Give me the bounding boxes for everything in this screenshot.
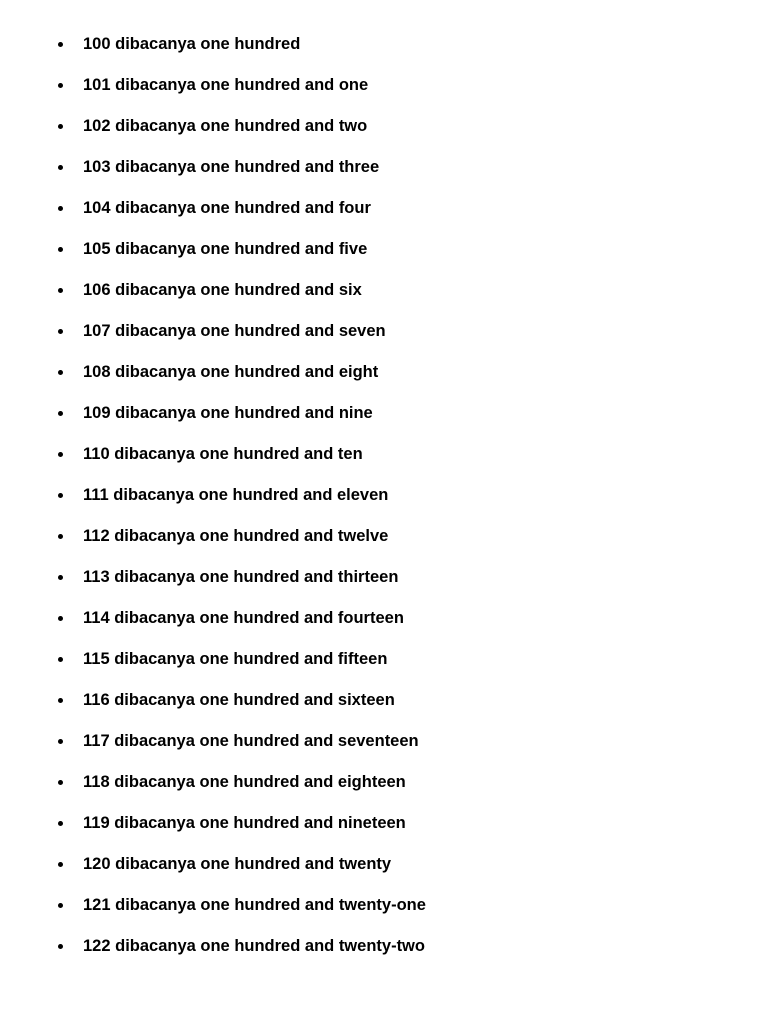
list-item	[0, 894, 768, 935]
bullet-icon	[58, 821, 63, 826]
bullet-icon	[58, 452, 63, 457]
bullet-icon	[58, 329, 63, 334]
bullet-icon	[58, 124, 63, 129]
list-item-text: 107 dibacanya one hundred and seven	[83, 322, 386, 340]
list-item	[0, 771, 768, 812]
list-item-text: 106 dibacanya one hundred and six	[83, 281, 362, 299]
list-item-text: 112 dibacanya one hundred and twelve	[83, 527, 389, 545]
bullet-icon	[58, 862, 63, 867]
list-item	[0, 279, 768, 320]
list-item	[0, 443, 768, 484]
bullet-icon	[58, 288, 63, 293]
list-item	[0, 484, 768, 525]
bullet-icon	[58, 780, 63, 785]
list-item-text: 108 dibacanya one hundred and eight	[83, 363, 379, 381]
list-item-text: 102 dibacanya one hundred and two	[83, 117, 368, 135]
list-item	[0, 320, 768, 361]
bullet-icon	[58, 370, 63, 375]
list-item-text: 104 dibacanya one hundred and four	[83, 199, 371, 217]
list-item-text: 118 dibacanya one hundred and eighteen	[83, 773, 406, 791]
list-item	[0, 156, 768, 197]
bullet-icon	[58, 534, 63, 539]
list-item	[0, 648, 768, 689]
list-item-text: 111 dibacanya one hundred and eleven	[83, 486, 389, 504]
list-item	[0, 566, 768, 607]
list-item	[0, 730, 768, 771]
list-item	[0, 525, 768, 566]
list-item	[0, 115, 768, 156]
list-item-text: 122 dibacanya one hundred and twenty-two	[83, 937, 425, 955]
bullet-icon	[58, 903, 63, 908]
list-item-text: 115 dibacanya one hundred and fifteen	[83, 650, 388, 668]
list-item-text: 114 dibacanya one hundred and fourteen	[83, 609, 404, 627]
list-item	[0, 238, 768, 279]
bullet-icon	[58, 575, 63, 580]
list-item	[0, 853, 768, 894]
bullet-icon	[58, 616, 63, 621]
bullet-icon	[58, 42, 63, 47]
list-item-text: 110 dibacanya one hundred and ten	[83, 445, 363, 463]
bullet-icon	[58, 206, 63, 211]
list-item-text: 109 dibacanya one hundred and nine	[83, 404, 373, 422]
list-item-text: 117 dibacanya one hundred and seventeen	[83, 732, 419, 750]
list-item-text: 120 dibacanya one hundred and twenty	[83, 855, 392, 873]
list-item	[0, 402, 768, 443]
bullet-icon	[58, 165, 63, 170]
bullet-icon	[58, 411, 63, 416]
list-item	[0, 197, 768, 238]
list-item	[0, 812, 768, 853]
list-item	[0, 33, 768, 74]
list-item	[0, 935, 768, 976]
bulleted-list	[0, 33, 768, 976]
list-item	[0, 689, 768, 730]
bullet-icon	[58, 698, 63, 703]
list-item	[0, 361, 768, 402]
list-item-text: 113 dibacanya one hundred and thirteen	[83, 568, 399, 586]
list-item-text: 119 dibacanya one hundred and nineteen	[83, 814, 406, 832]
bullet-icon	[58, 657, 63, 662]
list-item-text: 100 dibacanya one hundred	[83, 35, 301, 53]
list-item-text: 103 dibacanya one hundred and three	[83, 158, 380, 176]
bullet-icon	[58, 83, 63, 88]
list-item-text: 121 dibacanya one hundred and twenty-one	[83, 896, 426, 914]
list-item	[0, 74, 768, 115]
list-item-text: 101 dibacanya one hundred and one	[83, 76, 369, 94]
list-item-text: 116 dibacanya one hundred and sixteen	[83, 691, 395, 709]
bullet-icon	[58, 944, 63, 949]
list-item-text: 105 dibacanya one hundred and five	[83, 240, 368, 258]
bullet-icon	[58, 493, 63, 498]
bullet-icon	[58, 739, 63, 744]
list-item	[0, 607, 768, 648]
bullet-icon	[58, 247, 63, 252]
